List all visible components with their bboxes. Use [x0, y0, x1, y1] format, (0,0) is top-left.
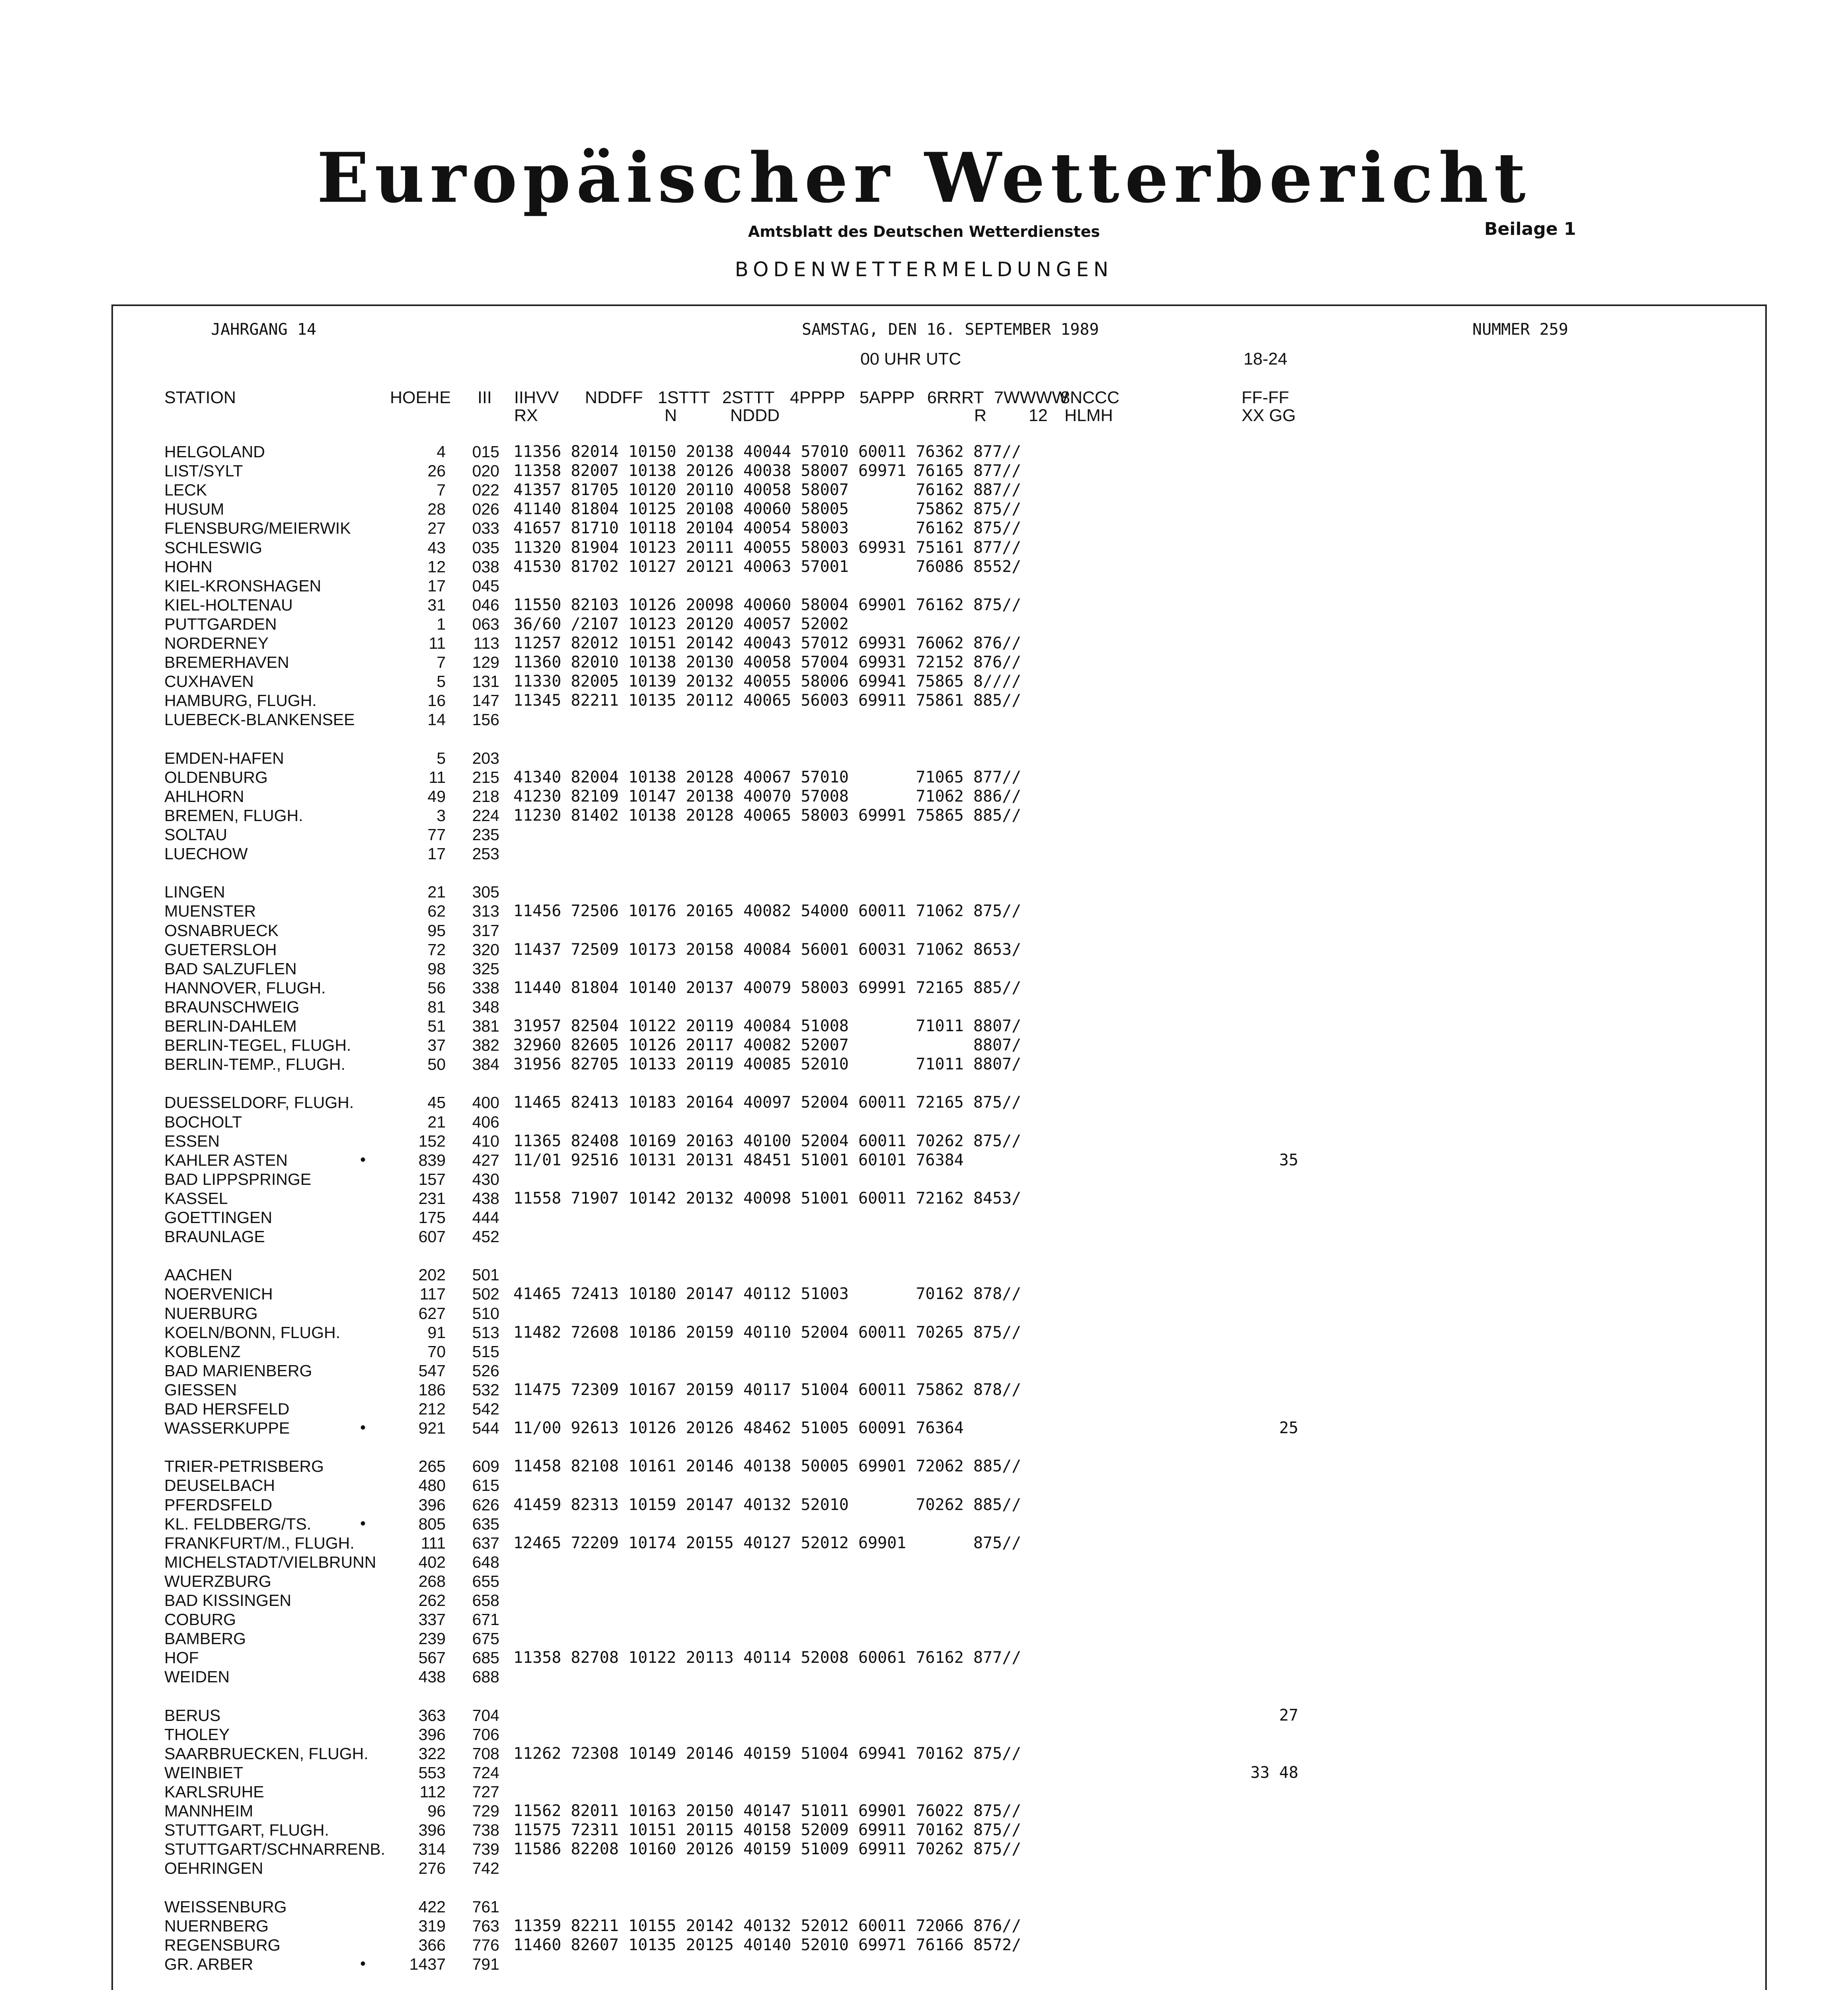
station-id: 320: [472, 940, 499, 959]
col-iihvv: IIHVV: [514, 388, 559, 407]
station-name: NOERVENICH: [164, 1285, 273, 1303]
date-label: SAMSTAG, DEN 16. SEPTEMBER 1989: [802, 320, 1099, 339]
station-height: 70: [427, 1342, 446, 1361]
station-id: 063: [472, 615, 499, 633]
station-id: 742: [472, 1859, 499, 1878]
gust-values: 35: [1222, 1151, 1298, 1169]
station-name: KIEL-HOLTENAU: [164, 595, 293, 614]
station-height: 231: [418, 1189, 446, 1208]
observation-groups: 11345 82211 10135 20112 40065 56003 69911 75861 885//: [513, 691, 1021, 710]
station-id: 615: [472, 1476, 499, 1495]
station-height: 262: [418, 1591, 446, 1610]
station-height: 43: [427, 538, 446, 557]
station-id: 706: [472, 1725, 499, 1744]
station-id: 532: [472, 1380, 499, 1399]
station-name: KOBLENZ: [164, 1342, 241, 1361]
col-station: STATION: [164, 388, 236, 407]
station-height: 337: [418, 1610, 446, 1629]
observation-groups: 11558 71907 10142 20132 40098 51001 60011 72162 8453/: [513, 1189, 1021, 1208]
station-name: GIESSEN: [164, 1380, 237, 1399]
observation-groups: 11/00 92613 10126 20126 48462 51005 60091 76364: [513, 1419, 964, 1438]
station-id: 384: [472, 1055, 499, 1074]
station-height: 98: [427, 959, 446, 978]
station-name: BRAUNLAGE: [164, 1227, 265, 1246]
station-name: DEUSELBACH: [164, 1476, 275, 1495]
station-height: 26: [427, 462, 446, 480]
observation-groups: 41530 81702 10127 20121 40063 57001 76086 8552/: [513, 557, 1021, 576]
station-id: 045: [472, 576, 499, 595]
station-name: BERUS: [164, 1706, 221, 1725]
station-name: STUTTGART/SCHNARRENB.: [164, 1840, 386, 1859]
station-height: 396: [418, 1725, 446, 1744]
station-name: BAD KISSINGEN: [164, 1591, 291, 1610]
observation-groups: 36/60 /2107 10123 20120 40057 52002: [513, 615, 849, 633]
station-id: 033: [472, 519, 499, 538]
station-name: WEISSENBURG: [164, 1897, 287, 1916]
station-id: 655: [472, 1572, 499, 1590]
station-name: EMDEN-HAFEN: [164, 749, 284, 767]
col-2sttt-sub: NDDD: [730, 406, 780, 425]
station-height: 37: [427, 1036, 446, 1055]
station-name: DUESSELDORF, FLUGH.: [164, 1093, 354, 1112]
observation-groups: 11437 72509 10173 20158 40084 56001 60031 71062 8653/: [513, 940, 1021, 959]
station-id: 022: [472, 481, 499, 499]
observation-groups: 11575 72311 10151 20115 40158 52009 69911 70162 875//: [513, 1821, 1021, 1840]
station-id: 381: [472, 1017, 499, 1035]
station-height: 921: [418, 1419, 446, 1438]
station-height: 31: [427, 595, 446, 614]
station-id: 253: [472, 845, 499, 863]
observation-groups: 32960 82605 10126 20117 40082 52007 8807/: [513, 1036, 1021, 1055]
station-height: 45: [427, 1093, 446, 1112]
station-name: BRAUNSCHWEIG: [164, 997, 300, 1016]
station-name: BAD HERSFELD: [164, 1400, 290, 1418]
observation-groups: 11562 82011 10163 20150 40147 51011 69901 76022 875//: [513, 1802, 1021, 1820]
observation-groups: 11586 82208 10160 20126 40159 51009 69911 70262 875//: [513, 1840, 1021, 1859]
col-4pppp: 4PPPP: [790, 388, 845, 407]
station-name: GUETERSLOH: [164, 940, 277, 959]
station-name: TRIER-PETRISBERG: [164, 1457, 324, 1476]
station-id: 502: [472, 1285, 499, 1303]
station-height: 202: [418, 1266, 446, 1284]
mountain-station-marker: •: [360, 1419, 366, 1437]
station-id: 510: [472, 1304, 499, 1323]
station-name: HUSUM: [164, 500, 224, 519]
station-id: 046: [472, 595, 499, 614]
observation-groups: 11358 82708 10122 20113 40114 52008 60061 76162 877//: [513, 1649, 1021, 1667]
gust-values: 25: [1222, 1419, 1298, 1438]
station-name: OEHRINGEN: [164, 1859, 263, 1878]
station-id: 515: [472, 1342, 499, 1361]
station-height: 607: [418, 1227, 446, 1246]
station-name: COBURG: [164, 1610, 236, 1629]
station-name: KIEL-KRONSHAGEN: [164, 576, 322, 595]
station-name: AHLHORN: [164, 787, 244, 806]
station-height: 12: [427, 557, 446, 576]
observation-groups: 11360 82010 10138 20130 40058 57004 69931 72152 876//: [513, 653, 1021, 672]
station-id: 400: [472, 1093, 499, 1112]
beilage-label: Beilage 1: [1484, 219, 1576, 239]
station-height: 396: [418, 1821, 446, 1840]
station-height: 21: [427, 883, 446, 901]
station-id: 727: [472, 1783, 499, 1801]
station-name: WUERZBURG: [164, 1572, 271, 1590]
station-height: 112: [419, 1783, 446, 1801]
station-name: HOHN: [164, 557, 212, 576]
station-height: 7: [437, 653, 446, 672]
station-name: NUERNBERG: [164, 1916, 269, 1935]
station-id: 708: [472, 1744, 499, 1763]
station-id: 410: [472, 1132, 499, 1150]
station-height: 11: [429, 634, 446, 652]
station-name: SCHLESWIG: [164, 538, 263, 557]
station-height: 1437: [409, 1955, 446, 1973]
observation-groups: 11458 82108 10161 20146 40138 50005 69901 72062 885//: [513, 1457, 1021, 1476]
station-id: 026: [472, 500, 499, 519]
station-name: KL. FELDBERG/TS.: [164, 1514, 312, 1533]
station-id: 203: [472, 749, 499, 767]
col-7wwww: 7WWWW: [994, 388, 1068, 407]
station-id: 338: [472, 978, 499, 997]
observation-groups: 11262 72308 10149 20146 40159 51004 69941 70162 875//: [513, 1744, 1021, 1763]
station-height: 11: [429, 768, 446, 786]
observation-groups: 11257 82012 10151 20142 40043 57012 69931 76062 876//: [513, 634, 1021, 652]
station-height: 480: [418, 1476, 446, 1495]
station-name: OSNABRUECK: [164, 921, 279, 940]
station-id: 635: [472, 1514, 499, 1533]
station-id: 724: [472, 1763, 499, 1782]
station-name: BAD LIPPSPRINGE: [164, 1170, 312, 1188]
time-label: 00 UHR UTC: [860, 349, 961, 369]
station-id: 688: [472, 1668, 499, 1686]
station-height: 627: [418, 1304, 446, 1323]
observation-groups: 11440 81804 10140 20137 40079 58003 69991 72165 885//: [513, 978, 1021, 997]
station-id: 348: [472, 997, 499, 1016]
station-id: 675: [472, 1629, 499, 1648]
station-name: SAARBRUECKEN, FLUGH.: [164, 1744, 368, 1763]
station-name: BAMBERG: [164, 1629, 246, 1648]
station-name: SOLTAU: [164, 825, 227, 844]
station-height: 175: [418, 1208, 446, 1227]
page-subtitle: Amtsblatt des Deutschen Wetterdienstes: [748, 223, 1100, 240]
mountain-station-marker: •: [360, 1151, 366, 1169]
station-height: 51: [427, 1017, 446, 1035]
station-name: LUECHOW: [164, 845, 248, 863]
col-8nccc: 8NCCC: [1060, 388, 1120, 407]
station-height: 276: [418, 1859, 446, 1878]
station-name: KOELN/BONN, FLUGH.: [164, 1323, 340, 1342]
station-name: THOLEY: [164, 1725, 230, 1744]
observation-groups: 11230 81402 10138 20128 40065 58003 69991 75865 885//: [513, 806, 1021, 825]
station-id: 215: [472, 768, 499, 786]
station-id: 776: [472, 1935, 499, 1954]
station-height: 27: [427, 519, 446, 538]
station-id: 763: [472, 1916, 499, 1935]
station-id: 542: [472, 1400, 499, 1418]
station-height: 49: [427, 787, 446, 806]
observation-groups: 11475 72309 10167 20159 40117 51004 60011 75862 878//: [513, 1380, 1021, 1399]
observation-groups: 41340 82004 10138 20128 40067 57010 71065 877//: [513, 768, 1021, 786]
station-height: 3: [437, 806, 446, 825]
station-height: 265: [418, 1457, 446, 1476]
station-height: 96: [427, 1802, 446, 1820]
station-height: 363: [418, 1706, 446, 1725]
station-name: PFERDSFELD: [164, 1495, 273, 1514]
station-height: 839: [418, 1151, 446, 1169]
observation-groups: 11456 72506 10176 20165 40082 54000 60011 71062 875//: [513, 902, 1021, 921]
station-id: 791: [472, 1955, 499, 1973]
station-id: 427: [472, 1151, 499, 1169]
station-id: 671: [472, 1610, 499, 1629]
station-name: WASSERKUPPE: [164, 1419, 290, 1438]
station-name: HANNOVER, FLUGH.: [164, 978, 326, 997]
station-name: KASSEL: [164, 1189, 228, 1208]
station-height: 402: [418, 1553, 446, 1571]
station-id: 015: [472, 443, 499, 461]
station-height: 50: [427, 1055, 446, 1074]
station-name: KAHLER ASTEN: [164, 1151, 288, 1169]
gust-values: 27: [1222, 1706, 1298, 1725]
observation-groups: 11365 82408 10169 20163 40100 52004 60011 70262 875//: [513, 1132, 1021, 1150]
station-height: 547: [418, 1361, 446, 1380]
station-name: FRANKFURT/M., FLUGH.: [164, 1533, 355, 1552]
col-ffff-sub: XX GG: [1242, 406, 1296, 425]
station-name: BOCHOLT: [164, 1112, 242, 1131]
observation-groups: 12465 72209 10174 20155 40127 52012 69901 875//: [513, 1533, 1021, 1552]
observation-groups: 41357 81705 10120 20110 40058 58007 76162 887//: [513, 481, 1021, 499]
station-name: BAD MARIENBERG: [164, 1361, 312, 1380]
station-id: 113: [473, 634, 499, 652]
station-name: FLENSBURG/MEIERWIK: [164, 519, 351, 538]
station-id: 038: [472, 557, 499, 576]
observation-groups: 11550 82103 10126 20098 40060 58004 69901 76162 875//: [513, 595, 1021, 614]
station-height: 17: [427, 576, 446, 595]
station-height: 314: [418, 1840, 446, 1859]
station-id: 444: [472, 1208, 499, 1227]
observation-groups: 31957 82504 10122 20119 40084 51008 71011 8807/: [513, 1017, 1021, 1035]
station-id: 609: [472, 1457, 499, 1476]
station-name: GOETTINGEN: [164, 1208, 273, 1227]
station-height: 16: [427, 691, 446, 710]
station-height: 5: [437, 672, 446, 691]
station-height: 268: [418, 1572, 446, 1590]
station-name: BERLIN-TEGEL, FLUGH.: [164, 1036, 351, 1055]
station-height: 4: [437, 443, 446, 461]
col-ffff: FF-FF: [1242, 388, 1289, 407]
observation-groups: 41140 81804 10125 20108 40060 58005 75862 875//: [513, 500, 1021, 519]
station-id: 626: [472, 1495, 499, 1514]
station-id: 637: [472, 1533, 499, 1552]
col-2sttt: 2STTT: [722, 388, 775, 407]
station-name: LECK: [164, 481, 207, 499]
station-height: 805: [418, 1514, 446, 1533]
station-height: 567: [418, 1649, 446, 1667]
station-id: 382: [472, 1036, 499, 1055]
station-id: 313: [472, 902, 499, 921]
station-name: AACHEN: [164, 1266, 232, 1284]
station-height: 62: [427, 902, 446, 921]
observation-groups: 41459 82313 10159 20147 40132 52010 70262 885//: [513, 1495, 1021, 1514]
col-6rrrt: 6RRRT: [927, 388, 984, 407]
station-height: 14: [427, 710, 446, 729]
station-id: 235: [472, 825, 499, 844]
station-height: 1: [437, 615, 446, 633]
station-height: 553: [418, 1763, 446, 1782]
station-id: 305: [472, 883, 499, 901]
station-id: 218: [472, 787, 499, 806]
station-id: 224: [472, 806, 499, 825]
observation-groups: 11460 82607 10135 20125 40140 52010 69971 76166 8572/: [513, 1935, 1021, 1954]
station-height: 422: [418, 1897, 446, 1916]
station-id: 526: [472, 1361, 499, 1380]
mountain-station-marker: •: [360, 1955, 366, 1972]
station-name: MANNHEIM: [164, 1802, 253, 1820]
col-6rrrt-sub: R: [974, 406, 987, 425]
station-id: 317: [472, 921, 499, 940]
col-hoehe: HOEHE: [390, 388, 451, 407]
station-height: 157: [418, 1170, 446, 1188]
observation-groups: 11/01 92516 10131 20131 48451 51001 60101 76384: [513, 1151, 964, 1169]
station-name: CUXHAVEN: [164, 672, 254, 691]
station-id: 738: [472, 1821, 499, 1840]
mountain-station-marker: •: [360, 1514, 366, 1532]
observation-groups: 41465 72413 10180 20147 40112 51003 70162 878//: [513, 1285, 1021, 1303]
station-name: BERLIN-DAHLEM: [164, 1017, 297, 1035]
station-height: 81: [427, 997, 446, 1016]
station-id: 501: [472, 1266, 499, 1284]
col-1sttt: 1STTT: [658, 388, 710, 407]
station-id: 035: [472, 538, 499, 557]
station-id: 156: [472, 710, 499, 729]
col-7wwww-sub: 12: [1029, 406, 1048, 425]
col-iii: III: [478, 388, 492, 407]
station-name: NORDERNEY: [164, 634, 269, 652]
station-id: 685: [472, 1649, 499, 1667]
station-id: 648: [472, 1553, 499, 1571]
station-id: 452: [472, 1227, 499, 1246]
col-nddff: NDDFF: [585, 388, 643, 407]
station-id: 325: [472, 959, 499, 978]
station-name: LIST/SYLT: [164, 462, 243, 480]
station-height: 438: [418, 1668, 446, 1686]
page-title: Europäischer Wetterbericht: [317, 137, 1531, 218]
station-height: 77: [427, 825, 446, 844]
observation-groups: 11330 82005 10139 20132 40055 58006 69941 75865 8////: [513, 672, 1021, 691]
gust-values: 33 48: [1222, 1763, 1298, 1782]
station-name: WEINBIET: [164, 1763, 244, 1782]
station-height: 322: [418, 1744, 446, 1763]
station-id: 704: [472, 1706, 499, 1725]
station-height: 366: [418, 1935, 446, 1954]
station-name: WEIDEN: [164, 1668, 230, 1686]
station-id: 658: [472, 1591, 499, 1610]
station-height: 111: [421, 1533, 446, 1552]
observation-groups: 11356 82014 10150 20138 40044 57010 60011 76362 877//: [513, 443, 1021, 461]
section-title: BODENWETTERMELDUNGEN: [735, 258, 1113, 281]
observation-groups: 11465 82413 10183 20164 40097 52004 60011 72165 875//: [513, 1093, 1021, 1112]
station-height: 239: [418, 1629, 446, 1648]
station-name: HAMBURG, FLUGH.: [164, 691, 317, 710]
station-name: BREMERHAVEN: [164, 653, 289, 672]
observation-groups: 31956 82705 10133 20119 40085 52010 71011 8807/: [513, 1055, 1021, 1074]
station-id: 544: [472, 1419, 499, 1438]
station-name: ESSEN: [164, 1132, 220, 1150]
station-name: MICHELSTADT/VIELBRUNN: [164, 1553, 376, 1571]
station-height: 91: [427, 1323, 446, 1342]
station-name: OLDENBURG: [164, 768, 268, 786]
station-height: 17: [427, 845, 446, 863]
station-height: 72: [427, 940, 446, 959]
station-name: STUTTGART, FLUGH.: [164, 1821, 329, 1840]
station-name: BERLIN-TEMP., FLUGH.: [164, 1055, 345, 1074]
station-height: 152: [418, 1132, 446, 1150]
col-iihvv-sub: RX: [514, 406, 538, 425]
observation-groups: 41230 82109 10147 20138 40070 57008 71062 886//: [513, 787, 1021, 806]
observation-groups: 11320 81904 10123 20111 40055 58003 69931 75161 877//: [513, 538, 1021, 557]
period-label: 18-24: [1244, 349, 1287, 369]
station-name: NUERBURG: [164, 1304, 258, 1323]
station-height: 5: [437, 749, 446, 767]
col-1sttt-sub: N: [665, 406, 677, 425]
station-name: BAD SALZUFLEN: [164, 959, 297, 978]
station-id: 129: [472, 653, 499, 672]
observation-groups: 11482 72608 10186 20159 40110 52004 60011 70265 875//: [513, 1323, 1021, 1342]
station-height: 186: [418, 1380, 446, 1399]
station-height: 7: [437, 481, 446, 499]
col-8nccc-sub: HLMH: [1064, 406, 1113, 425]
observation-groups: 41657 81710 10118 20104 40054 58003 76162 875//: [513, 519, 1021, 538]
station-name: GR. ARBER: [164, 1955, 253, 1973]
station-name: LINGEN: [164, 883, 225, 901]
station-id: 430: [472, 1170, 499, 1188]
station-height: 95: [427, 921, 446, 940]
station-height: 21: [427, 1112, 446, 1131]
observation-groups: 11359 82211 10155 20142 40132 52012 60011 72066 876//: [513, 1916, 1021, 1935]
station-name: HELGOLAND: [164, 443, 265, 461]
station-id: 513: [472, 1323, 499, 1342]
station-id: 739: [472, 1840, 499, 1859]
station-id: 438: [472, 1189, 499, 1208]
station-height: 56: [427, 978, 446, 997]
station-name: HOF: [164, 1649, 199, 1667]
observation-groups: 11358 82007 10138 20126 40038 58007 69971 76165 877//: [513, 462, 1021, 480]
station-height: 28: [427, 500, 446, 519]
station-id: 131: [472, 672, 499, 691]
station-id: 729: [472, 1802, 499, 1820]
station-name: MUENSTER: [164, 902, 256, 921]
station-id: 761: [472, 1897, 499, 1916]
station-name: KARLSRUHE: [164, 1783, 264, 1801]
jahrgang-label: JAHRGANG 14: [211, 320, 316, 339]
station-id: 020: [472, 462, 499, 480]
station-height: 319: [418, 1916, 446, 1935]
station-height: 212: [418, 1400, 446, 1418]
station-id: 147: [472, 691, 499, 710]
station-name: LUEBECK-BLANKENSEE: [164, 710, 355, 729]
station-name: REGENSBURG: [164, 1935, 281, 1954]
col-5appp: 5APPP: [860, 388, 915, 407]
issue-number: NUMMER 259: [1472, 320, 1568, 339]
station-height: 117: [419, 1285, 446, 1303]
station-name: BREMEN, FLUGH.: [164, 806, 303, 825]
station-height: 396: [418, 1495, 446, 1514]
station-name: PUTTGARDEN: [164, 615, 277, 633]
station-id: 406: [472, 1112, 499, 1131]
